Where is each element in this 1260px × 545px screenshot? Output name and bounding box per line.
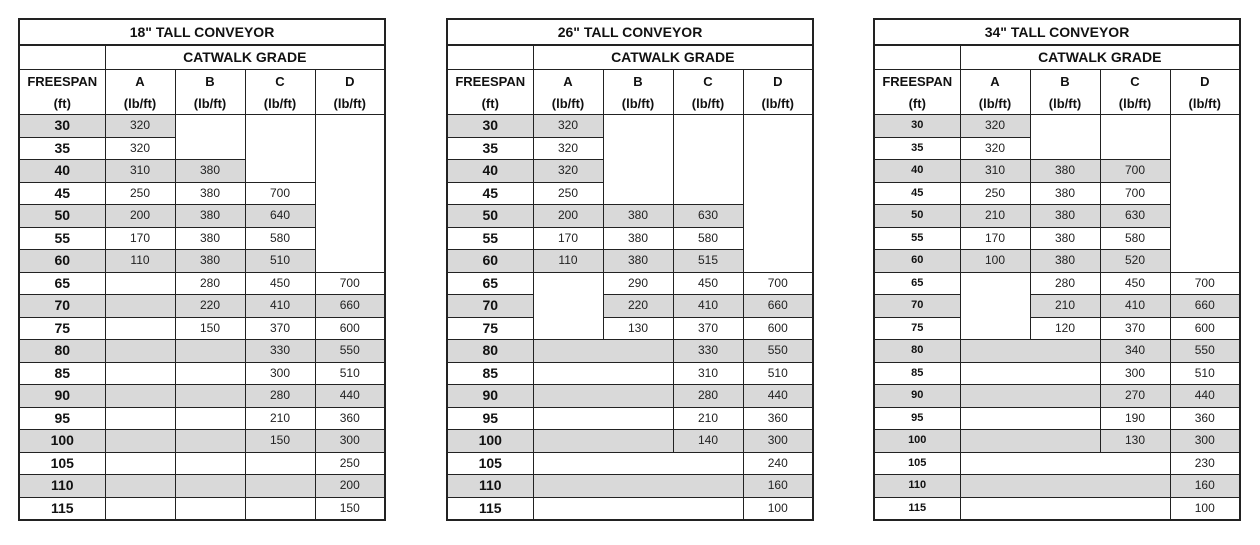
freespan-cell: 60 xyxy=(19,250,105,273)
table-26in-conveyor xyxy=(446,18,814,521)
freespan-cell: 55 xyxy=(19,227,105,250)
freespan-cell: 35 xyxy=(874,137,960,160)
freespan-cell: 100 xyxy=(447,430,533,453)
freespan-cell: 115 xyxy=(874,497,960,520)
grade-a-value: 320 xyxy=(105,115,175,138)
empty-cell xyxy=(960,272,1030,340)
column-header-c: C xyxy=(1100,70,1170,93)
grade-a-value: 170 xyxy=(960,227,1030,250)
table-row xyxy=(19,497,385,520)
freespan-cell: 115 xyxy=(447,497,533,520)
table-row xyxy=(447,497,813,520)
grade-c-value: 370 xyxy=(245,317,315,340)
grade-a-value: 250 xyxy=(105,182,175,205)
grade-a-value: 250 xyxy=(533,182,603,205)
empty-cell xyxy=(960,430,1100,453)
grade-d-value: 700 xyxy=(743,272,813,295)
column-header-d: D xyxy=(315,70,385,93)
freespan-table xyxy=(446,18,814,521)
empty-cell xyxy=(245,115,315,183)
grade-d-value: 600 xyxy=(743,317,813,340)
empty-cell xyxy=(105,430,175,453)
empty-cell xyxy=(245,497,315,520)
freespan-cell: 90 xyxy=(874,385,960,408)
grade-b-value: 210 xyxy=(1030,295,1100,318)
grade-c-value: 510 xyxy=(245,250,315,273)
table-row xyxy=(447,317,813,340)
column-unit-c: (lb/ft) xyxy=(673,92,743,115)
empty-cell xyxy=(960,497,1170,520)
grade-c-value: 300 xyxy=(245,362,315,385)
freespan-cell: 105 xyxy=(19,452,105,475)
grade-d-value: 160 xyxy=(743,475,813,498)
grade-b-value: 280 xyxy=(1030,272,1100,295)
empty-cell xyxy=(673,115,743,205)
freespan-cell: 75 xyxy=(874,317,960,340)
table-row xyxy=(874,340,1240,363)
grade-b-value: 380 xyxy=(1030,205,1100,228)
grade-a-value: 320 xyxy=(533,115,603,138)
empty-cell xyxy=(1030,115,1100,160)
grade-c-value: 700 xyxy=(1100,182,1170,205)
grade-d-value: 440 xyxy=(315,385,385,408)
grade-b-value: 380 xyxy=(1030,227,1100,250)
column-unit-b: (lb/ft) xyxy=(175,92,245,115)
grade-b-value: 380 xyxy=(603,205,673,228)
grade-d-value: 300 xyxy=(315,430,385,453)
freespan-cell: 110 xyxy=(19,475,105,498)
freespan-cell: 65 xyxy=(447,272,533,295)
table-row xyxy=(874,452,1240,475)
table-row xyxy=(19,475,385,498)
freespan-cell: 70 xyxy=(874,295,960,318)
empty-cell xyxy=(960,452,1170,475)
freespan-cell: 105 xyxy=(447,452,533,475)
freespan-cell: 40 xyxy=(19,160,105,183)
grade-c-value: 515 xyxy=(673,250,743,273)
grade-b-value: 380 xyxy=(175,205,245,228)
grade-c-value: 210 xyxy=(245,407,315,430)
column-unit-a: (lb/ft) xyxy=(533,92,603,115)
table-row xyxy=(447,295,813,318)
grade-b-value: 380 xyxy=(1030,250,1100,273)
grade-b-value: 380 xyxy=(1030,182,1100,205)
table-row xyxy=(874,272,1240,295)
empty-cell xyxy=(175,475,245,498)
table-row xyxy=(447,475,813,498)
table-row xyxy=(874,295,1240,318)
table-title: 26" TALL CONVEYOR xyxy=(447,19,813,45)
freespan-cell: 65 xyxy=(874,272,960,295)
grade-c-value: 580 xyxy=(673,227,743,250)
grade-c-value: 330 xyxy=(673,340,743,363)
column-header-freespan: FREESPAN xyxy=(447,70,533,93)
grade-d-value: 360 xyxy=(743,407,813,430)
empty-cell xyxy=(245,452,315,475)
freespan-cell: 80 xyxy=(19,340,105,363)
empty-cell xyxy=(533,430,673,453)
empty-cell xyxy=(960,475,1170,498)
grade-c-value: 280 xyxy=(673,385,743,408)
grade-d-value: 550 xyxy=(743,340,813,363)
grade-d-value: 660 xyxy=(315,295,385,318)
grade-c-value: 310 xyxy=(673,362,743,385)
empty-cell xyxy=(533,385,673,408)
grade-b-value: 130 xyxy=(603,317,673,340)
grade-d-value: 250 xyxy=(315,452,385,475)
empty-cell xyxy=(175,362,245,385)
grade-b-value: 220 xyxy=(175,295,245,318)
table-row xyxy=(19,385,385,408)
table-row xyxy=(447,272,813,295)
table-row xyxy=(19,452,385,475)
freespan-table xyxy=(873,18,1241,521)
freespan-cell: 30 xyxy=(19,115,105,138)
column-unit-d: (lb/ft) xyxy=(315,92,385,115)
grade-c-value: 450 xyxy=(245,272,315,295)
grade-d-value: 550 xyxy=(315,340,385,363)
empty-cell xyxy=(175,430,245,453)
grade-b-value: 380 xyxy=(1030,160,1100,183)
freespan-cell: 50 xyxy=(19,205,105,228)
grade-d-value: 440 xyxy=(743,385,813,408)
empty-cell xyxy=(175,385,245,408)
empty-cell xyxy=(105,340,175,363)
grade-d-value: 600 xyxy=(1170,317,1240,340)
grade-c-value: 700 xyxy=(1100,160,1170,183)
grade-a-value: 320 xyxy=(533,137,603,160)
empty-cell xyxy=(1170,115,1240,273)
column-header-a: A xyxy=(533,70,603,93)
freespan-cell: 75 xyxy=(447,317,533,340)
grade-c-value: 150 xyxy=(245,430,315,453)
freespan-cell: 95 xyxy=(874,407,960,430)
grade-c-value: 270 xyxy=(1100,385,1170,408)
freespan-cell: 40 xyxy=(874,160,960,183)
freespan-cell: 55 xyxy=(874,227,960,250)
grade-c-value: 210 xyxy=(673,407,743,430)
table-row xyxy=(447,340,813,363)
column-header-b: B xyxy=(1030,70,1100,93)
empty-cell xyxy=(1100,115,1170,160)
grade-a-value: 320 xyxy=(960,137,1030,160)
grade-c-value: 280 xyxy=(245,385,315,408)
grade-d-value: 550 xyxy=(1170,340,1240,363)
grade-a-value: 310 xyxy=(960,160,1030,183)
freespan-cell: 80 xyxy=(447,340,533,363)
grade-c-value: 300 xyxy=(1100,362,1170,385)
freespan-cell: 100 xyxy=(19,430,105,453)
grade-d-value: 600 xyxy=(315,317,385,340)
freespan-cell: 30 xyxy=(874,115,960,138)
grade-d-value: 510 xyxy=(743,362,813,385)
grade-d-value: 360 xyxy=(315,407,385,430)
column-header-freespan: FREESPAN xyxy=(19,70,105,93)
grade-d-value: 240 xyxy=(743,452,813,475)
column-unit-d: (lb/ft) xyxy=(1170,92,1240,115)
freespan-cell: 110 xyxy=(447,475,533,498)
grade-d-value: 200 xyxy=(315,475,385,498)
grade-a-value: 200 xyxy=(533,205,603,228)
corner-cell xyxy=(19,45,105,70)
empty-cell xyxy=(960,385,1100,408)
empty-cell xyxy=(533,272,603,340)
empty-cell xyxy=(960,407,1100,430)
freespan-cell: 70 xyxy=(447,295,533,318)
freespan-cell: 85 xyxy=(19,362,105,385)
empty-cell xyxy=(175,452,245,475)
freespan-cell: 60 xyxy=(447,250,533,273)
grade-d-value: 660 xyxy=(1170,295,1240,318)
empty-cell xyxy=(960,362,1100,385)
freespan-cell: 40 xyxy=(447,160,533,183)
grade-d-value: 660 xyxy=(743,295,813,318)
column-unit-d: (lb/ft) xyxy=(743,92,813,115)
grade-a-value: 110 xyxy=(105,250,175,273)
grade-d-value: 160 xyxy=(1170,475,1240,498)
column-unit-c: (lb/ft) xyxy=(1100,92,1170,115)
empty-cell xyxy=(175,115,245,160)
grade-d-value: 700 xyxy=(315,272,385,295)
empty-cell xyxy=(105,475,175,498)
table-row xyxy=(447,430,813,453)
grade-b-value: 150 xyxy=(175,317,245,340)
column-header-c: C xyxy=(673,70,743,93)
grade-c-value: 370 xyxy=(673,317,743,340)
table-title: 34" TALL CONVEYOR xyxy=(874,19,1240,45)
empty-cell xyxy=(105,362,175,385)
grade-a-value: 320 xyxy=(960,115,1030,138)
freespan-cell: 105 xyxy=(874,452,960,475)
table-row xyxy=(447,115,813,138)
grade-header: CATWALK GRADE xyxy=(533,45,813,70)
table-row xyxy=(874,475,1240,498)
freespan-cell: 110 xyxy=(874,475,960,498)
empty-cell xyxy=(960,340,1100,363)
column-header-b: B xyxy=(175,70,245,93)
empty-cell xyxy=(533,362,673,385)
grade-c-value: 520 xyxy=(1100,250,1170,273)
grade-a-value: 320 xyxy=(533,160,603,183)
column-header-d: D xyxy=(1170,70,1240,93)
empty-cell xyxy=(533,340,673,363)
empty-cell xyxy=(603,115,673,205)
grade-c-value: 410 xyxy=(673,295,743,318)
freespan-cell: 95 xyxy=(447,407,533,430)
grade-c-value: 190 xyxy=(1100,407,1170,430)
grade-b-value: 380 xyxy=(603,227,673,250)
grade-d-value: 510 xyxy=(1170,362,1240,385)
table-row xyxy=(19,362,385,385)
empty-cell xyxy=(533,497,743,520)
grade-header: CATWALK GRADE xyxy=(105,45,385,70)
empty-cell xyxy=(105,272,175,295)
freespan-cell: 30 xyxy=(447,115,533,138)
column-header-c: C xyxy=(245,70,315,93)
freespan-cell: 45 xyxy=(874,182,960,205)
table-row xyxy=(19,317,385,340)
column-header-a: A xyxy=(960,70,1030,93)
column-header-freespan: FREESPAN xyxy=(874,70,960,93)
freespan-cell: 90 xyxy=(447,385,533,408)
grade-a-value: 110 xyxy=(533,250,603,273)
grade-c-value: 370 xyxy=(1100,317,1170,340)
column-header-a: A xyxy=(105,70,175,93)
grade-c-value: 700 xyxy=(245,182,315,205)
grade-b-value: 290 xyxy=(603,272,673,295)
grade-c-value: 580 xyxy=(1100,227,1170,250)
freespan-cell: 85 xyxy=(874,362,960,385)
column-unit-freespan: (ft) xyxy=(874,92,960,115)
column-unit-freespan: (ft) xyxy=(19,92,105,115)
table-row xyxy=(19,295,385,318)
grade-a-value: 250 xyxy=(960,182,1030,205)
empty-cell xyxy=(105,407,175,430)
grade-b-value: 280 xyxy=(175,272,245,295)
grade-c-value: 630 xyxy=(673,205,743,228)
grade-b-value: 380 xyxy=(175,227,245,250)
column-unit-c: (lb/ft) xyxy=(245,92,315,115)
freespan-cell: 50 xyxy=(874,205,960,228)
table-title: 18" TALL CONVEYOR xyxy=(19,19,385,45)
column-unit-freespan: (ft) xyxy=(447,92,533,115)
column-unit-b: (lb/ft) xyxy=(603,92,673,115)
empty-cell xyxy=(105,295,175,318)
grade-c-value: 130 xyxy=(1100,430,1170,453)
grade-b-value: 380 xyxy=(603,250,673,273)
column-unit-b: (lb/ft) xyxy=(1030,92,1100,115)
freespan-cell: 100 xyxy=(874,430,960,453)
freespan-cell: 55 xyxy=(447,227,533,250)
table-row xyxy=(19,272,385,295)
grade-d-value: 230 xyxy=(1170,452,1240,475)
freespan-cell: 115 xyxy=(19,497,105,520)
empty-cell xyxy=(533,407,673,430)
table-row xyxy=(19,115,385,138)
grade-d-value: 300 xyxy=(743,430,813,453)
table-row xyxy=(874,317,1240,340)
grade-d-value: 700 xyxy=(1170,272,1240,295)
grade-a-value: 170 xyxy=(533,227,603,250)
empty-cell xyxy=(533,452,743,475)
table-row xyxy=(874,497,1240,520)
grade-a-value: 100 xyxy=(960,250,1030,273)
empty-cell xyxy=(175,340,245,363)
freespan-cell: 85 xyxy=(447,362,533,385)
grade-c-value: 410 xyxy=(245,295,315,318)
table-row xyxy=(19,340,385,363)
freespan-cell: 75 xyxy=(19,317,105,340)
empty-cell xyxy=(105,452,175,475)
table-34in-conveyor xyxy=(873,18,1241,521)
table-row xyxy=(874,385,1240,408)
grade-a-value: 170 xyxy=(105,227,175,250)
grade-c-value: 140 xyxy=(673,430,743,453)
empty-cell xyxy=(315,115,385,273)
grade-a-value: 210 xyxy=(960,205,1030,228)
grade-c-value: 580 xyxy=(245,227,315,250)
grade-b-value: 120 xyxy=(1030,317,1100,340)
freespan-cell: 35 xyxy=(19,137,105,160)
corner-cell xyxy=(874,45,960,70)
empty-cell xyxy=(105,497,175,520)
freespan-cell: 70 xyxy=(19,295,105,318)
grade-d-value: 510 xyxy=(315,362,385,385)
table-row xyxy=(874,362,1240,385)
freespan-cell: 95 xyxy=(19,407,105,430)
freespan-cell: 45 xyxy=(447,182,533,205)
freespan-cell: 45 xyxy=(19,182,105,205)
grade-d-value: 150 xyxy=(315,497,385,520)
grade-c-value: 450 xyxy=(1100,272,1170,295)
table-row xyxy=(19,407,385,430)
grade-d-value: 100 xyxy=(1170,497,1240,520)
table-18in-conveyor xyxy=(18,18,386,521)
empty-cell xyxy=(743,115,813,273)
grade-c-value: 640 xyxy=(245,205,315,228)
grade-d-value: 100 xyxy=(743,497,813,520)
table-row xyxy=(874,430,1240,453)
table-row xyxy=(447,452,813,475)
empty-cell xyxy=(105,317,175,340)
freespan-cell: 90 xyxy=(19,385,105,408)
grade-b-value: 380 xyxy=(175,160,245,183)
grade-c-value: 340 xyxy=(1100,340,1170,363)
empty-cell xyxy=(245,475,315,498)
grade-b-value: 380 xyxy=(175,250,245,273)
empty-cell xyxy=(175,407,245,430)
grade-c-value: 410 xyxy=(1100,295,1170,318)
grade-a-value: 310 xyxy=(105,160,175,183)
freespan-cell: 80 xyxy=(874,340,960,363)
table-row xyxy=(447,407,813,430)
grade-b-value: 220 xyxy=(603,295,673,318)
column-unit-a: (lb/ft) xyxy=(105,92,175,115)
table-row xyxy=(19,430,385,453)
grade-a-value: 200 xyxy=(105,205,175,228)
freespan-cell: 35 xyxy=(447,137,533,160)
grade-c-value: 630 xyxy=(1100,205,1170,228)
freespan-cell: 60 xyxy=(874,250,960,273)
table-row xyxy=(874,407,1240,430)
grade-header: CATWALK GRADE xyxy=(960,45,1240,70)
column-header-d: D xyxy=(743,70,813,93)
grade-d-value: 300 xyxy=(1170,430,1240,453)
freespan-cell: 65 xyxy=(19,272,105,295)
empty-cell xyxy=(105,385,175,408)
grade-b-value: 380 xyxy=(175,182,245,205)
column-unit-a: (lb/ft) xyxy=(960,92,1030,115)
table-row xyxy=(447,385,813,408)
grade-c-value: 330 xyxy=(245,340,315,363)
empty-cell xyxy=(533,475,743,498)
grade-a-value: 320 xyxy=(105,137,175,160)
grade-d-value: 440 xyxy=(1170,385,1240,408)
column-header-b: B xyxy=(603,70,673,93)
table-row xyxy=(447,362,813,385)
table-row xyxy=(874,115,1240,138)
freespan-cell: 50 xyxy=(447,205,533,228)
grade-c-value: 450 xyxy=(673,272,743,295)
corner-cell xyxy=(447,45,533,70)
grade-d-value: 360 xyxy=(1170,407,1240,430)
freespan-table xyxy=(18,18,386,521)
empty-cell xyxy=(175,497,245,520)
